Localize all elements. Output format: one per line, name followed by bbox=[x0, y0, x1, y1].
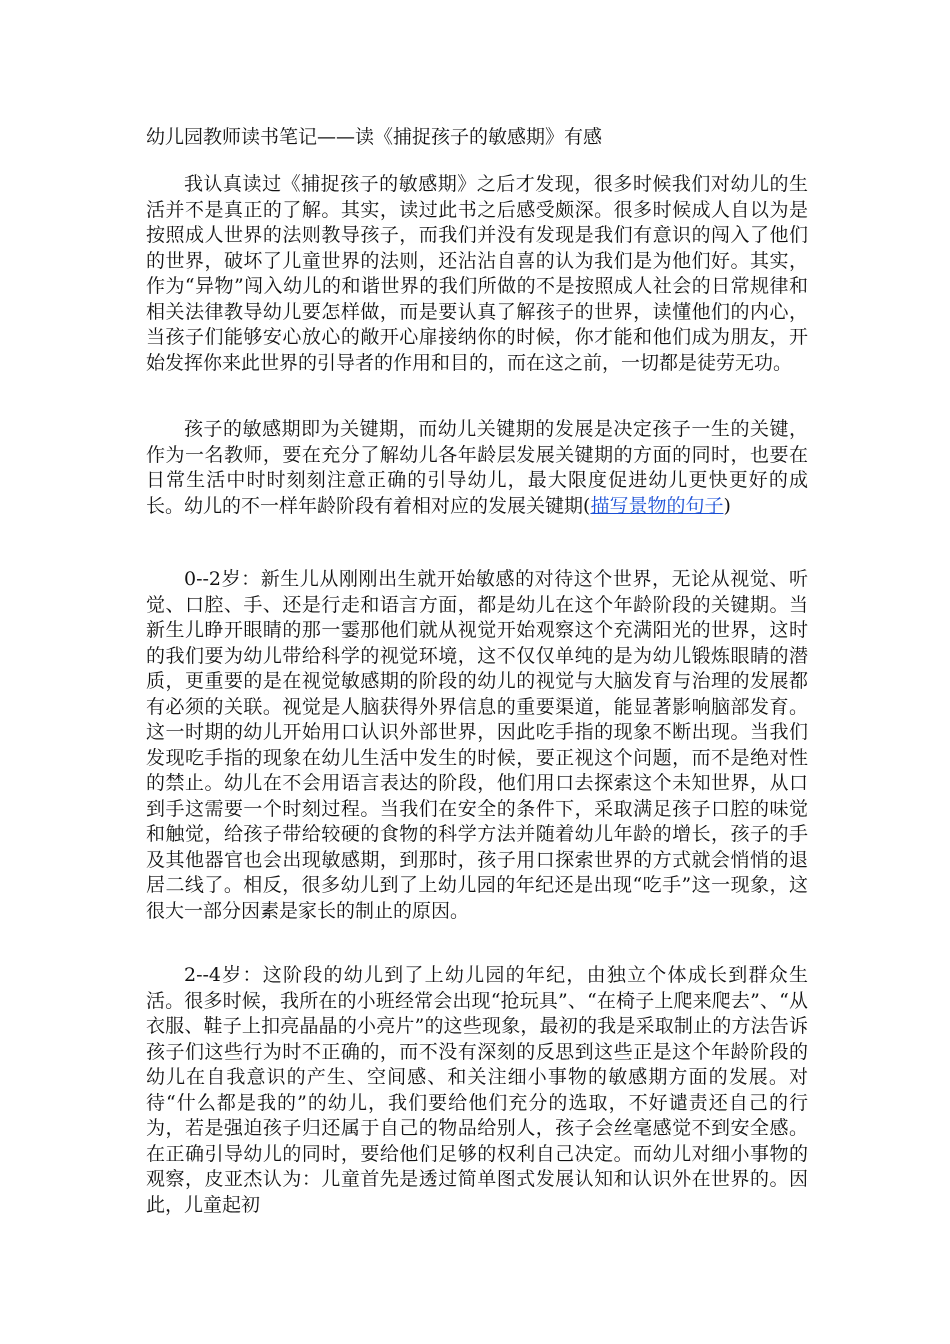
link-open-paren: ( bbox=[583, 494, 591, 517]
paragraph-text: 0--2岁：新生儿从刚刚出生就开始敏感的对待这个世界，无论从视觉、听觉、口腔、手、还是行走和语言方面，都是幼儿在这个年龄阶段的关键期。当新生儿睁开眼睛的那一霎那他们就从视觉开始观察这个充满阳光的世界，这时的我们要为幼儿带给科学的视觉环境，这不仅仅单纯的是为幼儿锻炼眼睛的潜质，更重要的是在视觉敏感期的阶段的幼儿的视觉与大脑发育与治理的发展都有必须的关联。视觉是人脑获得外界信息的重要渠道，能显著影响脑部发育。这一时期的幼儿开始用口认识外部世界，因此吃手指的现象不断出现。当我们发现吃手指的现象在幼儿生活中发生的时候，要正视这个问题，而不是绝对性的禁止。幼儿在不会用语言表达的阶段，他们用口去探索这个未知世界，从口到手这需要一个时刻过程。当我们在安全的条件下，采取满足孩子口腔的味觉和触觉，给孩子带给较硬的食物的科学方法并随着幼儿年龄的增长，孩子的手及其他器官也会出现敏感期，到那时，孩子用口探索世界的方式就会悄悄的退居二线了。相反，很多幼儿到了上幼儿园的年纪还是出现“吃手”这一现象，这很大一部分因素是家长的制止的原因。 bbox=[146, 568, 808, 922]
document-title: 幼儿园教师读书笔记——读《捕捉孩子的敏感期》有感 bbox=[146, 126, 603, 148]
paragraph-sensitive-period bbox=[146, 417, 808, 519]
related-article-link[interactable]: 描写景物的句子 bbox=[590, 494, 724, 517]
paragraph-reflection bbox=[146, 172, 808, 376]
paragraph-text: 孩子的敏感期即为关键期，而幼儿关键期的发展是决定孩子一生的关键，作为一名教师，要在充分了解幼儿各年龄层发展关键期的方面的同时，也要在日常生活中时时刻刻注意正确的引导幼儿，最大限度促进幼儿更快更好的成长。幼儿的不一样年龄阶段有着相对应的发展关键期 bbox=[146, 418, 808, 517]
paragraph-age-0-2 bbox=[146, 567, 808, 924]
link-close-paren: ) bbox=[723, 494, 731, 517]
paragraph-text: 我认真读过《捕捉孩子的敏感期》之后才发现，很多时候我们对幼儿的生活并不是真正的了解。其实，读过此书之后感受颇深。很多时候成人自以为是按照成人世界的法则教导孩子，而我们并没有发现是我们有意识的闯入了他们的世界，破坏了儿童世界的法则，还沾沾自喜的认为我们是为他们好。其实，作为“异物”闯入幼儿的和谐世界的我们所做的不是按照成人社会的日常规律和相关法律教导幼儿要怎样做，而是要认真了解孩子的世界，读懂他们的内心，当孩子们能够安心放心的敞开心扉接纳你的时候，你才能和他们成为朋友，开始发挥你来此世界的引导者的作用和目的，而在这之前，一切都是徒劳无功。 bbox=[146, 173, 808, 374]
paragraph-text: 2--4岁：这阶段的幼儿到了上幼儿园的年纪，由独立个体成长到群众生活。很多时候，我所在的小班经常会出现“抢玩具”、“在椅子上爬来爬去”、“从衣服、鞋子上扣亮晶晶的小亮片”的这些现象，最初的我是采取制止的方法告诉孩子们这些行为时不正确的，而不没有深刻的反思到这些正是这个年龄阶段的幼儿在自我意识的产生、空间感、和关注细小事物的敏感期方面的发展。对待“什么都是我的”的幼儿，我们要给他们充分的选取，不好谴责还自己的行为，若是强迫孩子归还属于自己的物品给别人，孩子会丝毫感觉不到安全感。在正确引导幼儿的同时，要给他们足够的权利自己决定。而幼儿对细小事物的观察，皮亚杰认为：儿童首先是透过简单图式发展认知和认识外在世界的。因此，儿童起初 bbox=[146, 964, 808, 1216]
paragraph-age-2-4 bbox=[146, 963, 808, 1218]
